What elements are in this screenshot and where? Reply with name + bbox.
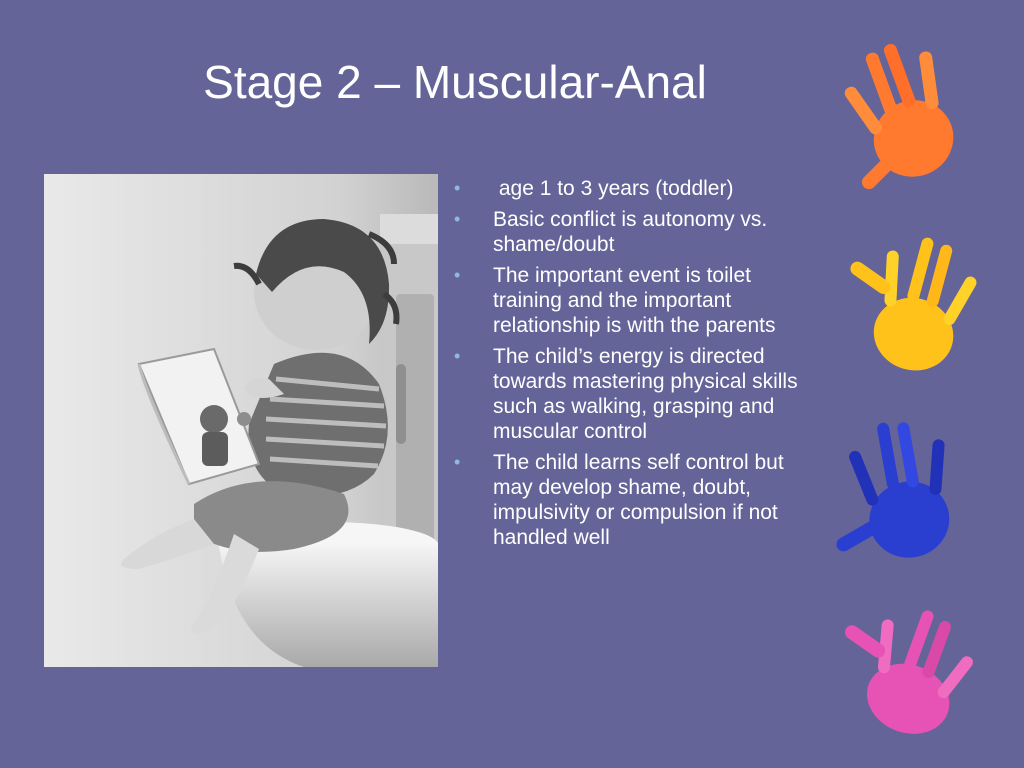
- bullet-item: [452, 263, 802, 338]
- bullet-text: Basic conflict is autonomy vs. shame/doubt: [493, 208, 768, 256]
- yellow-hand-print-icon: [827, 220, 986, 382]
- toddler-illustration: [44, 174, 438, 667]
- bullet-item: [452, 176, 802, 201]
- bullet-text: The child’s energy is directed towards mastering physical skills such as walking, grasping and muscular control: [493, 345, 798, 443]
- bullet-item: [452, 344, 802, 444]
- bullet-marker: •: [454, 209, 461, 229]
- bullet-text: age 1 to 3 years (toddler): [493, 177, 734, 200]
- pink-hand-print-icon: [817, 585, 986, 745]
- bullet-text: The important event is toilet training and the important relationship is with the parents: [493, 264, 776, 337]
- toddler-photo: [44, 174, 438, 667]
- bullet-item: [452, 207, 802, 257]
- bullet-marker: •: [454, 178, 461, 198]
- blue-hand-print-icon: [815, 413, 964, 571]
- bullet-text: The child learns self control but may develop shame, doubt, impulsivity or compulsion if not handled well: [493, 451, 784, 549]
- hand-prints-decoration: [810, 25, 1010, 745]
- bullet-list: [452, 176, 802, 556]
- bullet-marker: •: [454, 265, 461, 285]
- bullet-marker: •: [454, 452, 461, 472]
- slide-title: Stage 2 – Muscular-Anal: [203, 56, 707, 108]
- bullet-marker: •: [454, 346, 461, 366]
- orange-hand-print-icon: [818, 31, 970, 196]
- bullet-item: [452, 450, 802, 550]
